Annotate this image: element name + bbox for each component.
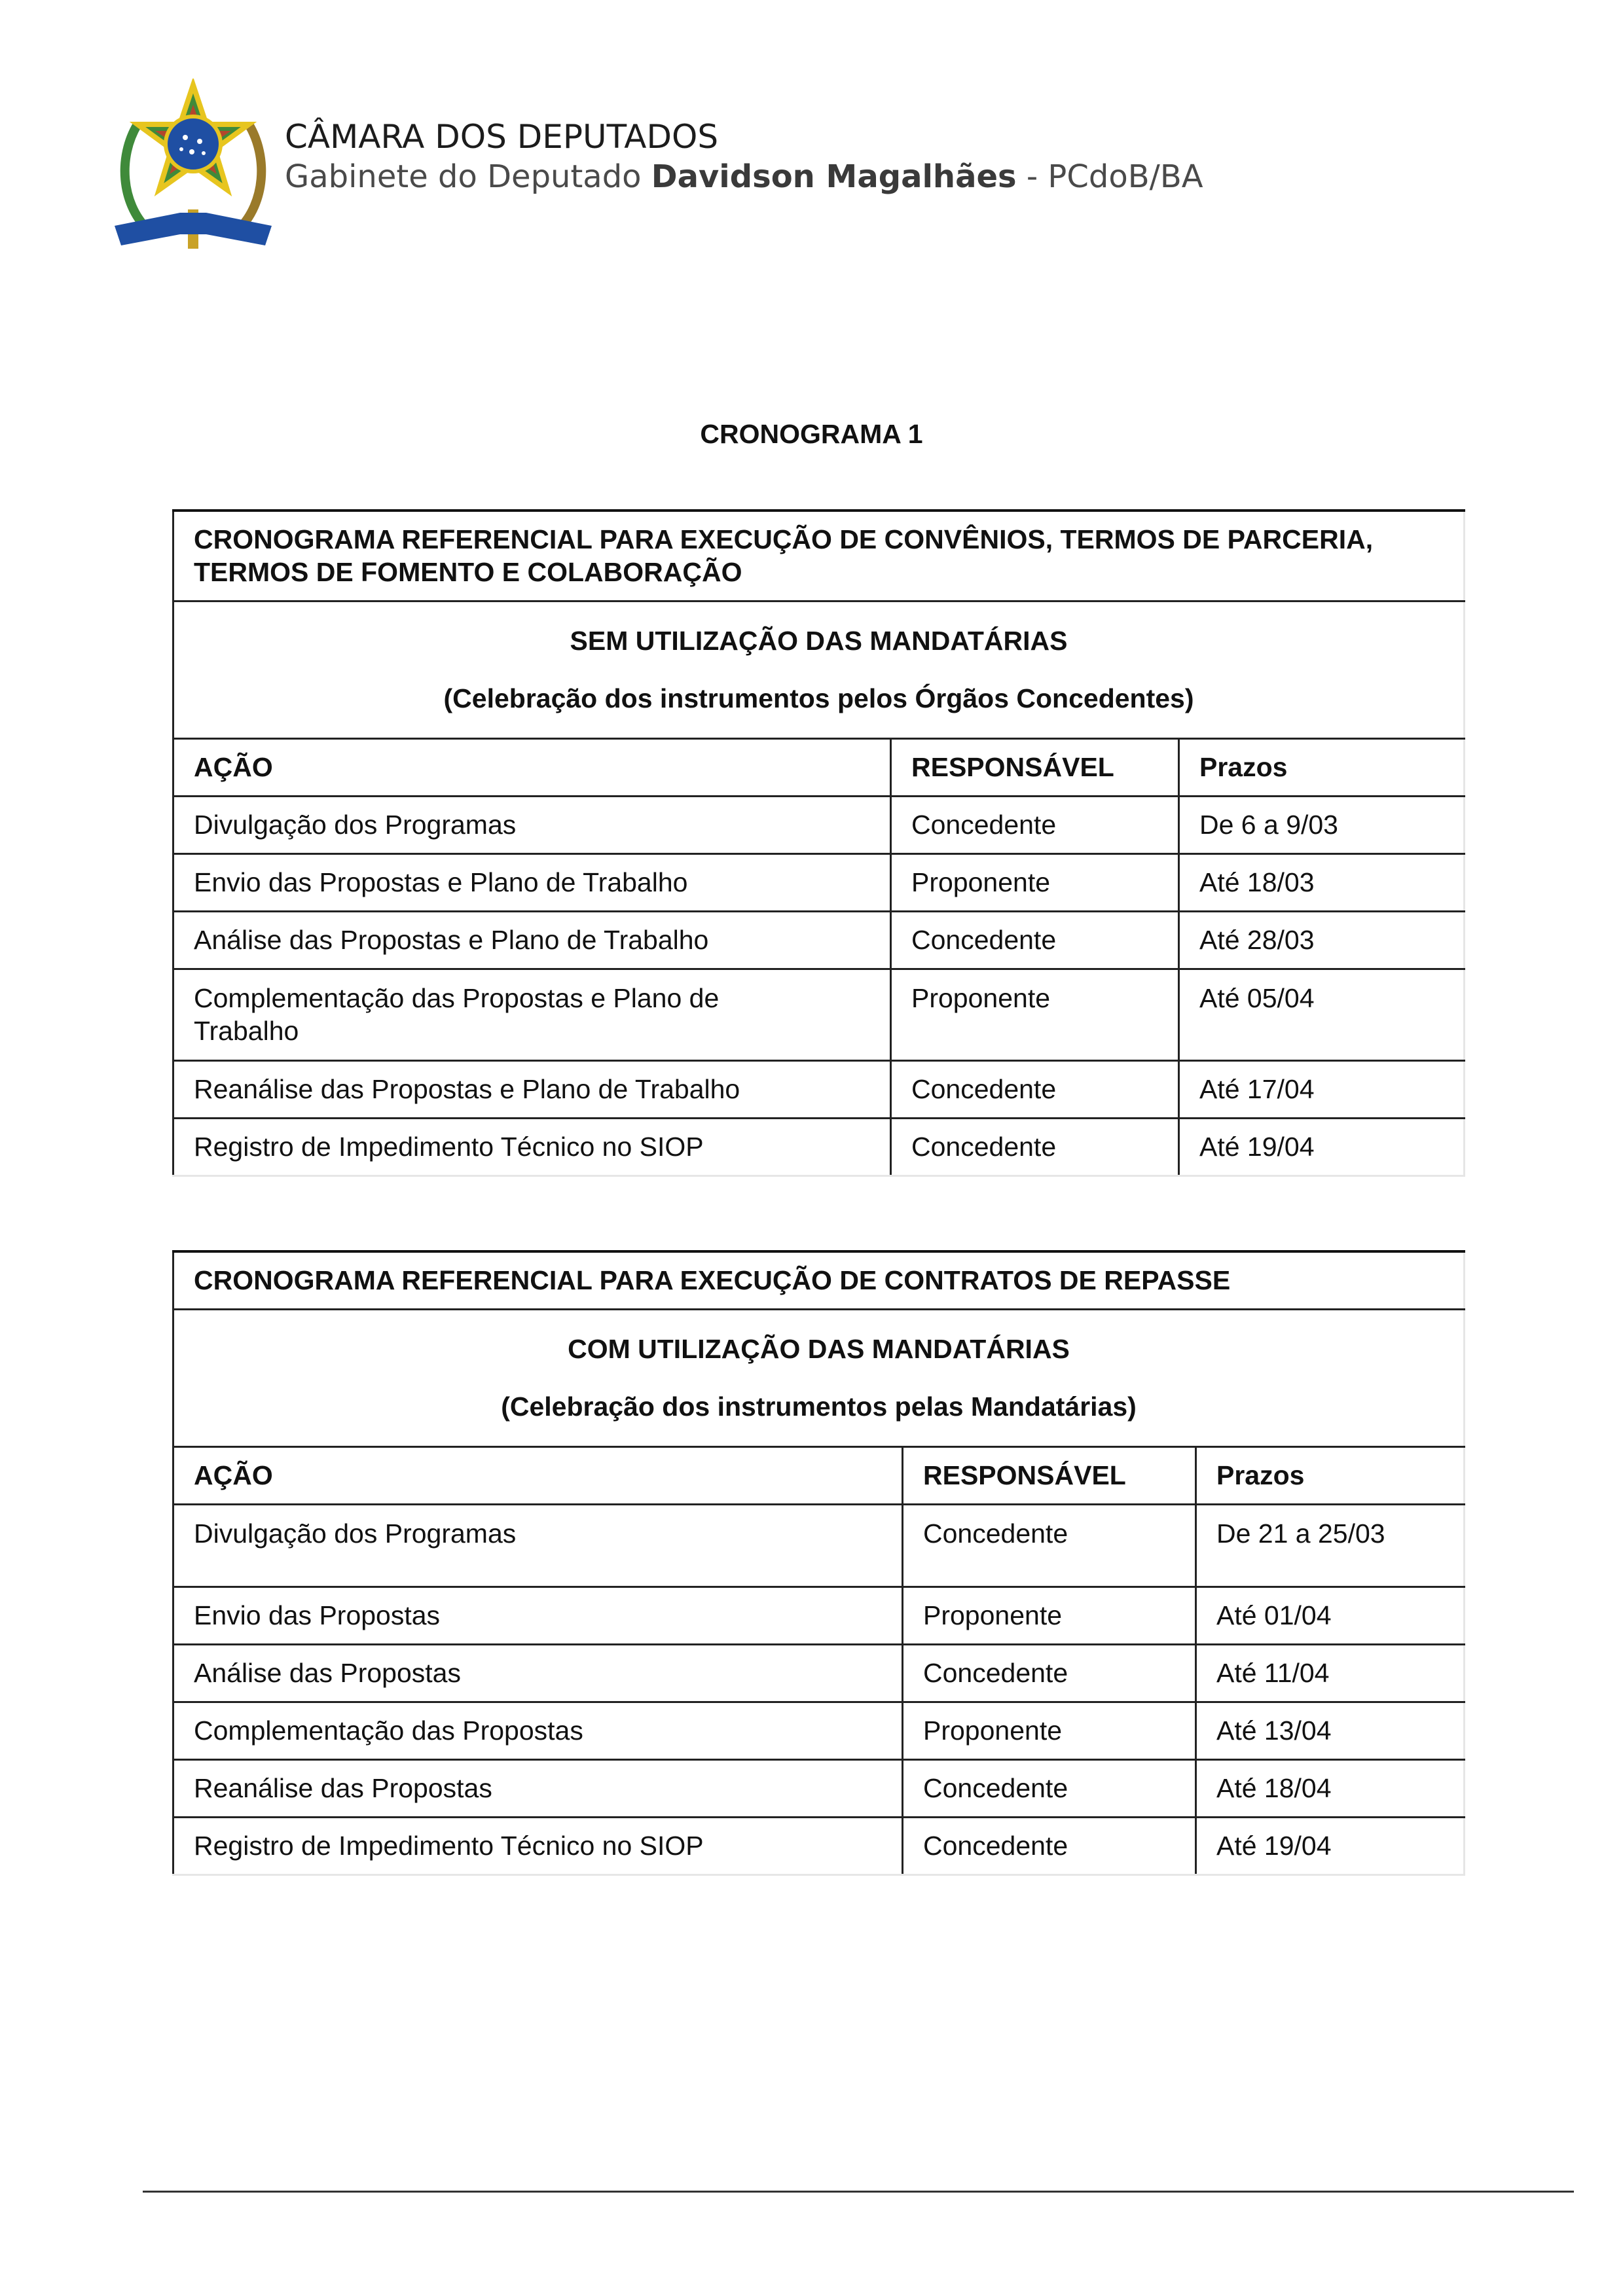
deadline-cell: Até 19/04: [1179, 1118, 1465, 1175]
deadline-cell: Até 05/04: [1179, 969, 1465, 1060]
table-row: [173, 1759, 1465, 1817]
table-row: [173, 1060, 1465, 1118]
action-cell: Análise das Propostas e Plano de Trabalho: [173, 911, 891, 969]
action-cell: Envio das Propostas: [173, 1587, 903, 1644]
table-subtitle-row: [173, 601, 1465, 738]
table-note: (Celebração dos instrumentos pelas Mandatárias): [501, 1391, 1137, 1422]
coat-of-arms-icon: [108, 79, 278, 268]
deadline-cell: Até 28/03: [1179, 911, 1465, 969]
column-header: AÇÃO: [173, 738, 891, 796]
schedule-table-2: [172, 1250, 1465, 1876]
action-cell: Divulgação dos Programas: [173, 796, 891, 853]
action-cell: Registro de Impedimento Técnico no SIOP: [173, 1817, 903, 1874]
table-row: [173, 1644, 1465, 1702]
table-row: [173, 853, 1465, 911]
deadline-cell: Até 13/04: [1196, 1702, 1465, 1759]
table-row: [173, 1587, 1465, 1644]
table-row: [173, 1817, 1465, 1874]
responsible-cell: Concedente: [903, 1504, 1196, 1587]
table-subtitle: COM UTILIZAÇÃO DAS MANDATÁRIAS: [568, 1334, 1070, 1364]
office-prefix: Gabinete do Deputado: [285, 158, 651, 195]
responsible-cell: Concedente: [891, 796, 1179, 853]
column-header: Prazos: [1179, 738, 1465, 796]
action-cell: Complementação das Propostas: [173, 1702, 903, 1759]
column-header: RESPONSÁVEL: [891, 738, 1179, 796]
responsible-cell: Concedente: [891, 1060, 1179, 1118]
table-row: [173, 796, 1465, 853]
responsible-cell: Concedente: [891, 911, 1179, 969]
table-row: [173, 911, 1465, 969]
footer-divider: [143, 2191, 1574, 2193]
organization-name: CÂMARA DOS DEPUTADOS: [285, 118, 719, 156]
office-line: [285, 158, 1203, 195]
deadline-cell: Até 01/04: [1196, 1587, 1465, 1644]
deadline-cell: De 21 a 25/03: [1196, 1504, 1465, 1587]
action-cell: Envio das Propostas e Plano de Trabalho: [173, 853, 891, 911]
deadline-cell: Até 11/04: [1196, 1644, 1465, 1702]
column-header: RESPONSÁVEL: [903, 1446, 1196, 1504]
action-cell: Análise das Propostas: [173, 1644, 903, 1702]
table-title: CRONOGRAMA REFERENCIAL PARA EXECUÇÃO DE CONTRATOS DE REPASSE: [173, 1251, 1465, 1309]
table-title: CRONOGRAMA REFERENCIAL PARA EXECUÇÃO DE CONVÊNIOS, TERMOS DE PARCERIA, TERMOS DE FOMENTO E COLABORAÇÃO: [173, 511, 1465, 601]
action-cell: Registro de Impedimento Técnico no SIOP: [173, 1118, 891, 1175]
responsible-cell: Concedente: [903, 1759, 1196, 1817]
deputy-name: Davidson Magalhães: [651, 158, 1017, 195]
party-suffix: - PCdoB/BA: [1016, 158, 1203, 195]
table-row: [173, 1118, 1465, 1175]
responsible-cell: Proponente: [903, 1587, 1196, 1644]
action-cell: Divulgação dos Programas: [173, 1504, 903, 1587]
action-cell: Complementação das Propostas e Plano de Trabalho: [173, 969, 891, 1060]
table-note: (Celebração dos instrumentos pelos Órgãos Concedentes): [443, 683, 1194, 713]
table-subtitle-row: [173, 1309, 1465, 1446]
table-title-row: [173, 511, 1465, 601]
deadline-cell: Até 17/04: [1179, 1060, 1465, 1118]
responsible-cell: Concedente: [903, 1644, 1196, 1702]
table-row: [173, 1702, 1465, 1759]
schedule-table-1: [172, 509, 1465, 1177]
responsible-cell: Concedente: [903, 1817, 1196, 1874]
deadline-cell: Até 18/04: [1196, 1759, 1465, 1817]
table-title-row: [173, 1251, 1465, 1309]
column-header: AÇÃO: [173, 1446, 903, 1504]
deadline-cell: De 6 a 9/03: [1179, 796, 1465, 853]
table-row: [173, 1504, 1465, 1587]
action-cell: Reanálise das Propostas e Plano de Trabalho: [173, 1060, 891, 1118]
table-header-row: [173, 1446, 1465, 1504]
responsible-cell: Concedente: [891, 1118, 1179, 1175]
document-title: CRONOGRAMA 1: [700, 419, 923, 449]
table-subtitle: SEM UTILIZAÇÃO DAS MANDATÁRIAS: [570, 626, 1068, 656]
responsible-cell: Proponente: [903, 1702, 1196, 1759]
table-header-row: [173, 738, 1465, 796]
responsible-cell: Proponente: [891, 853, 1179, 911]
column-header: Prazos: [1196, 1446, 1465, 1504]
responsible-cell: Proponente: [891, 969, 1179, 1060]
deadline-cell: Até 18/03: [1179, 853, 1465, 911]
page-header: [108, 79, 1203, 268]
deadline-cell: Até 19/04: [1196, 1817, 1465, 1874]
table-row: [173, 969, 1465, 1060]
action-cell: Reanálise das Propostas: [173, 1759, 903, 1817]
